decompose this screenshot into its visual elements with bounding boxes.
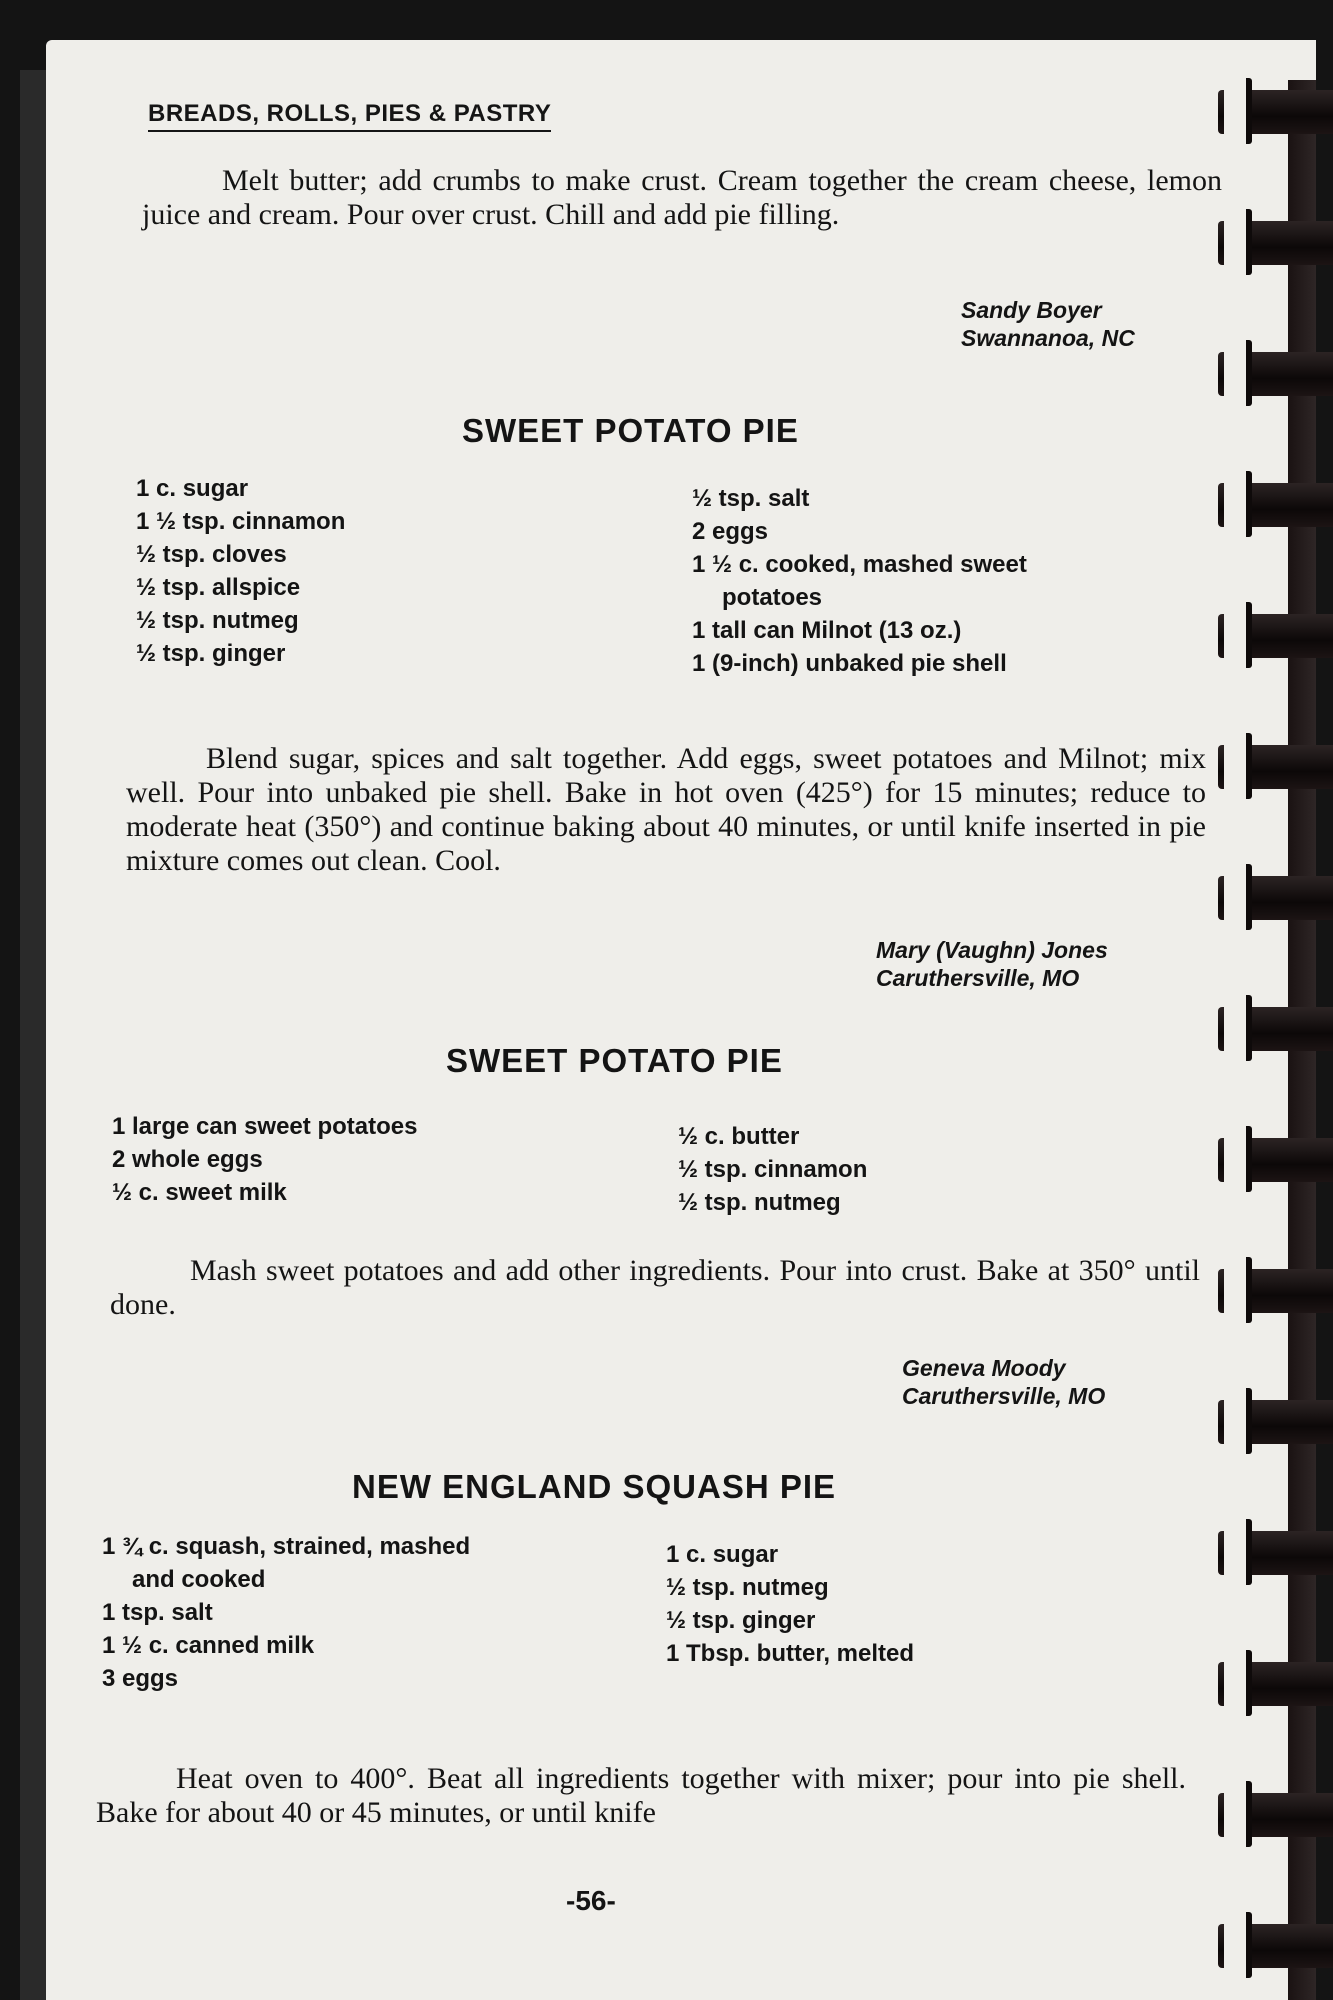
signature-place: Swannanoa, NC (961, 325, 1135, 351)
ingredient: ½ tsp. allspice (136, 574, 301, 601)
recipe-signature (876, 936, 1108, 992)
recipe-title: NEW ENGLAND SQUASH PIE (352, 1468, 837, 1505)
recipe-instructions: Mash sweet potatoes and add other ingredients. Pour into crust. Bake at 350° until done. (110, 1254, 1200, 1321)
ingredient: 2 eggs (692, 518, 769, 545)
signature-name: Mary (Vaughn) Jones (876, 937, 1108, 963)
binding-ring (1218, 1513, 1333, 1591)
cookbook-page (46, 40, 1316, 2000)
ingredient: 1 large can sweet potatoes (112, 1113, 418, 1140)
ingredient-continuation: potatoes (722, 584, 823, 611)
ingredient: 1 tall can Milnot (13 oz.) (692, 617, 962, 644)
ingredient: 3 eggs (102, 1665, 179, 1692)
binding-ring (1218, 1382, 1333, 1460)
ingredient: 2 whole eggs (112, 1146, 263, 1173)
ingredient: 1 Tbsp. butter, melted (666, 1640, 915, 1667)
signature-place: Caruthersville, MO (876, 965, 1080, 991)
ingredient-list-left (102, 1530, 582, 1695)
recipe-instructions: Blend sugar, spices and salt together. Add eggs, sweet potatoes and Milnot; mix well. Pour into unbaked pie shell. Bake in hot oven (425°) for 15 minutes; reduce to moderate heat (350°) and continue baking about 40 minutes, or until knife inserted in pie mixture comes out clean. Cool. (126, 742, 1206, 877)
ingredient: 1 ¾ c. squash, strained, mashed (102, 1533, 471, 1560)
ingredient: 1 c. sugar (666, 1541, 779, 1568)
section-header: BREADS, ROLLS, PIES & PASTRY (148, 100, 551, 132)
ingredient-list-left (136, 472, 576, 670)
ingredient: 1 ½ c. canned milk (102, 1632, 315, 1659)
ingredient: ½ tsp. nutmeg (678, 1189, 841, 1216)
ingredient-list-right (692, 482, 1132, 680)
ingredient: ½ tsp. ginger (666, 1607, 816, 1634)
recipe-title: SWEET POTATO PIE (446, 1042, 783, 1079)
recipe-instructions: Heat oven to 400°. Beat all ingredients together with mixer; pour into pie shell. Bake for about 40 or 45 minutes, or until knife (96, 1762, 1186, 1829)
binding-ring (1218, 1120, 1333, 1198)
binding-ring (1218, 596, 1333, 674)
ingredient-list-right (678, 1120, 1118, 1219)
signature-name: Geneva Moody (902, 1355, 1066, 1381)
ingredient: ½ tsp. salt (692, 485, 810, 512)
ingredient: ½ tsp. cinnamon (678, 1156, 868, 1183)
ingredient: 1 c. sugar (136, 475, 249, 502)
binding-ring (1218, 1644, 1333, 1722)
binding-ring (1218, 203, 1333, 281)
ingredient: 1 ½ tsp. cinnamon (136, 508, 346, 535)
intro-signature (961, 296, 1135, 352)
signature-name: Sandy Boyer (961, 297, 1102, 323)
ingredient: 1 (9-inch) unbaked pie shell (692, 650, 1007, 677)
recipe-title: SWEET POTATO PIE (462, 412, 799, 449)
ingredient-list-right (666, 1538, 1106, 1670)
recipe-signature (902, 1354, 1105, 1410)
ingredient: ½ tsp. cloves (136, 541, 287, 568)
binding-ring (1218, 858, 1333, 936)
ingredient: ½ c. butter (678, 1123, 800, 1150)
binding-ring (1218, 1906, 1333, 1984)
ingredient: ½ tsp. ginger (136, 640, 286, 667)
ingredient-list-left (112, 1110, 552, 1209)
intro-paragraph: Melt butter; add crumbs to make crust. Cream together the cream cheese, lemon juice and cream. Pour over crust. Chill and add pie filling. (142, 164, 1222, 231)
signature-place: Caruthersville, MO (902, 1383, 1106, 1409)
binding-ring (1218, 989, 1333, 1067)
binding-ring (1218, 334, 1333, 412)
ingredient: ½ tsp. nutmeg (136, 607, 299, 634)
page-number: -56- (566, 1885, 616, 1916)
ingredient-continuation: and cooked (132, 1566, 266, 1593)
binding-ring (1218, 1775, 1333, 1853)
ingredient: ½ tsp. nutmeg (666, 1574, 829, 1601)
ingredient: 1 tsp. salt (102, 1599, 213, 1626)
ingredient: ½ c. sweet milk (112, 1179, 287, 1206)
binding-ring (1218, 72, 1333, 150)
ingredient: 1 ½ c. cooked, mashed sweet (692, 551, 1027, 578)
binding-ring (1218, 1251, 1333, 1329)
binding-ring (1218, 465, 1333, 543)
binding-ring (1218, 727, 1333, 805)
